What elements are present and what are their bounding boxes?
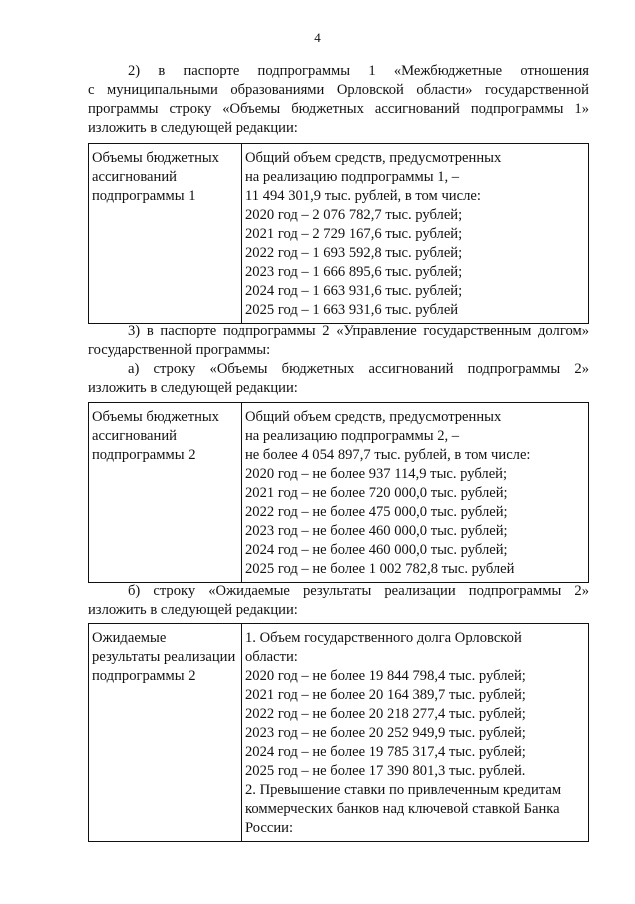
label-line: ассигнований <box>92 169 177 185</box>
label-line: подпрограммы 2 <box>92 447 196 463</box>
value-line: 2024 год – не более 19 785 317,4 тыс. рублей; <box>245 744 526 760</box>
value-line: 2025 год – не более 17 390 801,3 тыс. рублей. <box>245 763 526 779</box>
label-line: Объемы бюджетных <box>92 150 219 166</box>
label-line: результаты реализации <box>92 649 236 665</box>
page-number: 4 <box>314 30 321 45</box>
table-value-cell <box>242 144 589 324</box>
value-line: 2021 год – не более 20 164 389,7 тыс. рублей; <box>245 687 526 703</box>
label-line: Ожидаемые <box>92 630 167 646</box>
paragraph-line: изложить в следующей редакции: <box>88 120 298 136</box>
table-value-cell <box>242 624 589 842</box>
value-line: 2022 год – не более 20 218 277,4 тыс. рублей; <box>245 706 526 722</box>
paragraph-line: изложить в следующей редакции: <box>88 380 298 396</box>
value-line: 2025 год – 1 663 931,6 тыс. рублей <box>245 302 459 318</box>
value-line: России: <box>245 820 294 836</box>
value-line: на реализацию подпрограммы 1, – <box>245 169 460 185</box>
value-line: 2021 год – 2 729 167,6 тыс. рублей; <box>245 226 463 242</box>
label-line: Объемы бюджетных <box>92 409 219 425</box>
label-line: подпрограммы 2 <box>92 668 196 684</box>
value-line: Общий объем средств, предусмотренных <box>245 409 502 425</box>
value-line: 2025 год – не более 1 002 782,8 тыс. рублей <box>245 561 515 577</box>
value-line: Общий объем средств, предусмотренных <box>245 150 502 166</box>
value-line: не более 4 054 897,7 тыс. рублей, в том числе: <box>245 447 531 463</box>
value-line: на реализацию подпрограммы 2, – <box>245 428 460 444</box>
value-line: 2020 год – не более 937 114,9 тыс. рублей; <box>245 466 508 482</box>
paragraph-line: программы строку «Объемы бюджетных ассигнований подпрограммы 1» <box>88 101 589 117</box>
value-line: 2024 год – 1 663 931,6 тыс. рублей; <box>245 283 463 299</box>
paragraph-line: б) строку «Ожидаемые результаты реализации подпрограммы 2» <box>128 583 589 599</box>
value-line: 2020 год – не более 19 844 798,4 тыс. рублей; <box>245 668 526 684</box>
paragraph-line: с муниципальными образованиями Орловской области» государственной <box>88 82 589 98</box>
value-line: 2023 год – не более 20 252 949,9 тыс. рублей; <box>245 725 526 741</box>
label-line: ассигнований <box>92 428 177 444</box>
value-line: 2. Превышение ставки по привлеченным кредитам <box>245 782 562 798</box>
value-line: 2020 год – 2 076 782,7 тыс. рублей; <box>245 207 463 223</box>
table-row <box>89 144 589 324</box>
table-row <box>89 403 589 583</box>
paragraph-line: изложить в следующей редакции: <box>88 602 298 618</box>
value-line: 2023 год – не более 460 000,0 тыс. рублей; <box>245 523 508 539</box>
label-line: подпрограммы 1 <box>92 188 196 204</box>
amendment-paragraph-expected-results <box>88 582 589 620</box>
table-label-cell <box>89 624 242 842</box>
value-line: 1. Объем государственного долга Орловской <box>245 630 522 646</box>
value-line: 2022 год – не более 475 000,0 тыс. рублей; <box>245 504 508 520</box>
budget-allocations-table-1 <box>88 143 589 324</box>
value-line: 2021 год – не более 720 000,0 тыс. рублей; <box>245 485 508 501</box>
table-label-cell <box>89 403 242 583</box>
paragraph-line: 2) в паспорте подпрограммы 1 «Межбюджетные отношения <box>128 63 589 79</box>
paragraph-line: а) строку «Объемы бюджетных ассигнований подпрограммы 2» <box>128 361 589 377</box>
value-line: 2023 год – 1 666 895,6 тыс. рублей; <box>245 264 463 280</box>
table-value-cell <box>242 403 589 583</box>
value-line: коммерческих банков над ключевой ставкой Банка <box>245 801 560 817</box>
expected-results-table <box>88 623 589 842</box>
value-line: 2022 год – 1 693 592,8 тыс. рублей; <box>245 245 463 261</box>
paragraph-line: 3) в паспорте подпрограммы 2 «Управление государственным долгом» <box>128 323 589 339</box>
amendment-paragraph-subprogram-1 <box>88 62 589 138</box>
paragraph-line: государственной программы: <box>88 342 271 358</box>
amendment-paragraph-subprogram-2 <box>88 322 589 398</box>
value-line: 11 494 301,9 тыс. рублей, в том числе: <box>245 188 481 204</box>
budget-allocations-table-2 <box>88 402 589 583</box>
value-line: 2024 год – не более 460 000,0 тыс. рублей; <box>245 542 508 558</box>
table-label-cell <box>89 144 242 324</box>
value-line: области: <box>245 649 298 665</box>
table-row <box>89 624 589 842</box>
